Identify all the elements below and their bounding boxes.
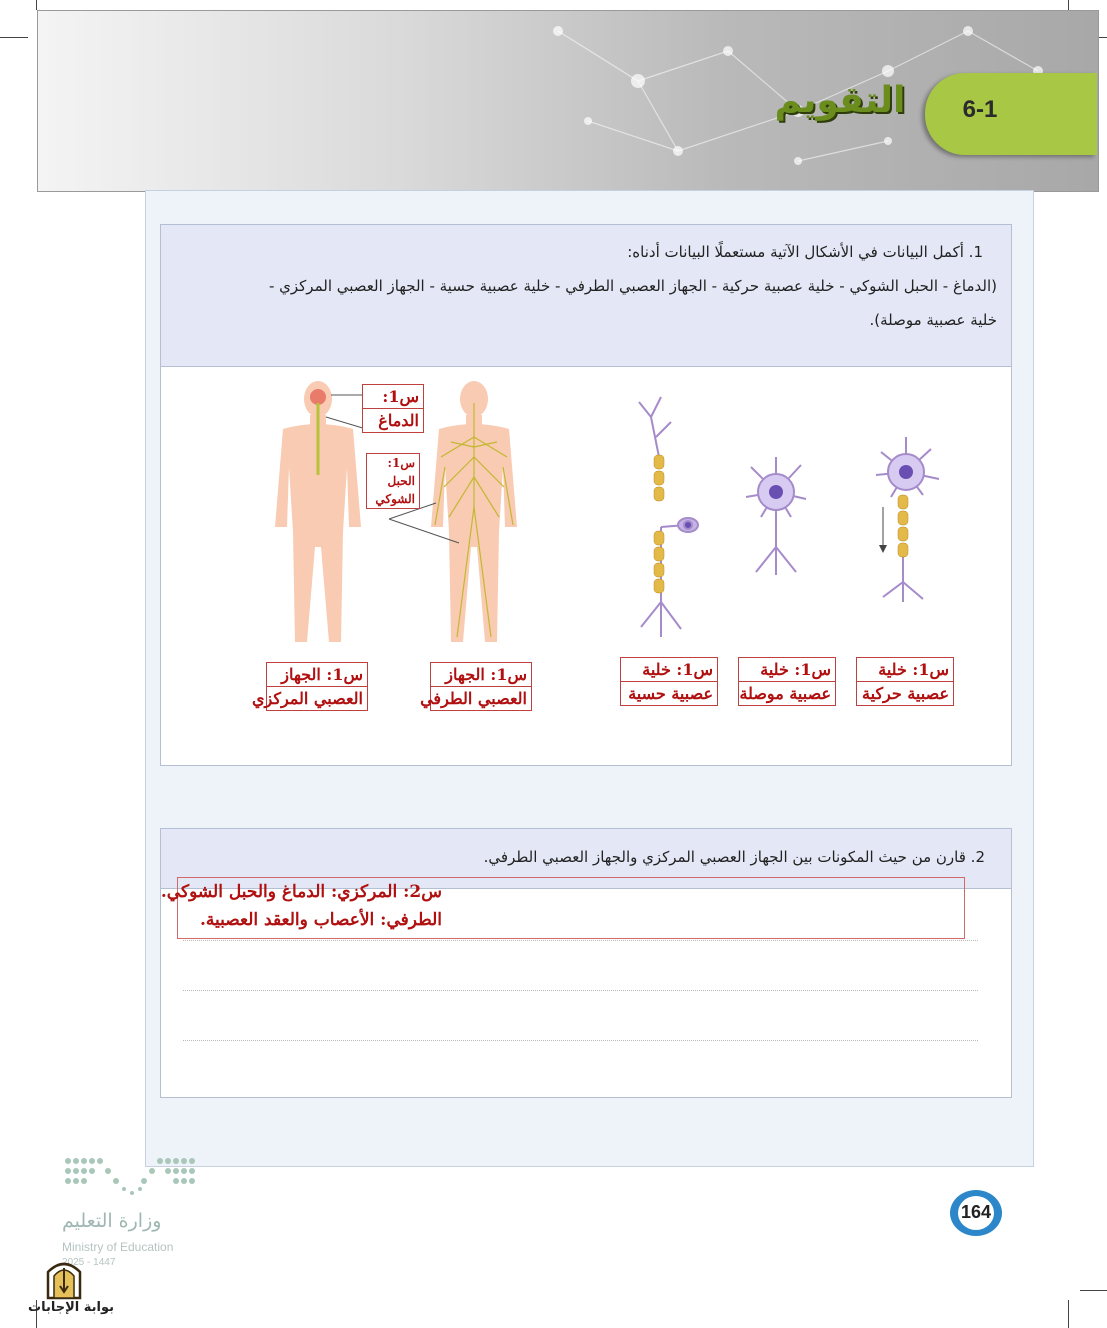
question2-prompt: 2. قارن من حيث المكونات بين الجهاز العصبي المركزي والجهاز العصبي الطرفي. (483, 848, 985, 866)
section-number: 6-1 (962, 96, 998, 123)
answer-spinal-cord-box[interactable] (366, 453, 420, 509)
answer-cns-label: س1: الجهاز (267, 663, 367, 687)
ministry-logo-icon (60, 1155, 200, 1200)
answer-inter-label: س1: خلية (739, 658, 835, 682)
answer-brain-value: الدماغ (378, 411, 419, 430)
answer-line (183, 940, 978, 941)
answer-motor-neuron-box[interactable] (856, 657, 954, 706)
answer-sensory-label: س1: خلية (621, 658, 717, 682)
question1-line2: (الدماغ - الحبل الشوكي - خلية عصبية حركية - الجهاز العصبي الطرفي - خلية عصبية حسية - الجهاز العصبي المركزي - (268, 277, 997, 295)
answer-sensory-neuron-box[interactable] (620, 657, 718, 706)
answer-motor-label: س1: خلية (857, 658, 953, 682)
answer-cns-value: العصبي المركزي (251, 689, 363, 708)
answer-brain-label: س1: (363, 385, 423, 409)
sensory-neuron-figure (639, 397, 698, 637)
page-number: 164 (960, 1202, 992, 1222)
crop-mark (1068, 1300, 1069, 1328)
answer-cord-value1: الحبل (387, 474, 415, 488)
page-number-badge (950, 1190, 1010, 1238)
crop-mark (1080, 1290, 1107, 1291)
question2-answer-line1: س2: المركزي: الدماغ والحبل الشوكي. (160, 882, 442, 902)
answer-line (183, 1040, 978, 1041)
question1-line3: خلية عصبية موصلة). (869, 311, 997, 329)
answer-pns-box[interactable] (420, 662, 532, 711)
answer-inter-value: عصبية موصلة (739, 684, 831, 703)
answer-cord-value2: الشوكي (375, 492, 415, 506)
cns-body-figure (275, 381, 361, 642)
answer-interneuron-box[interactable] (738, 657, 836, 706)
edition-year: 2025 - 1447 (62, 1257, 116, 1268)
section-title: التقويم (774, 80, 906, 121)
answer-cns-box[interactable] (251, 662, 368, 711)
crop-mark (36, 0, 37, 10)
question2-answer-box[interactable] (160, 877, 965, 939)
question1-line1: 1. أكمل البيانات في الأشكال الآتية مستعملًا البيانات أدناه: (627, 243, 983, 261)
answer-sensory-value: عصبية حسية (628, 684, 713, 703)
answer-brain-box[interactable] (362, 384, 424, 433)
pns-body-figure (431, 381, 517, 642)
answer-pns-label: س1: الجهاز (431, 663, 531, 687)
interneuron-figure (746, 457, 806, 575)
ministry-name-arabic: وزارة التعليم (62, 1210, 162, 1232)
answer-line (183, 990, 978, 991)
answer-pns-value: العصبي الطرفي (420, 689, 527, 708)
crop-mark (0, 37, 28, 38)
sensory-axon-segments (654, 455, 664, 593)
answer-cord-label: س1: (387, 456, 415, 470)
portal-logo-icon (42, 1256, 86, 1300)
ministry-name-english: Ministry of Education (62, 1240, 174, 1254)
answer-motor-value: عصبية حركية (862, 684, 949, 703)
question2-answer-line2: الطرفي: الأعصاب والعقد العصبية. (199, 910, 442, 930)
portal-name: بوابة الإجابات (28, 1300, 114, 1315)
